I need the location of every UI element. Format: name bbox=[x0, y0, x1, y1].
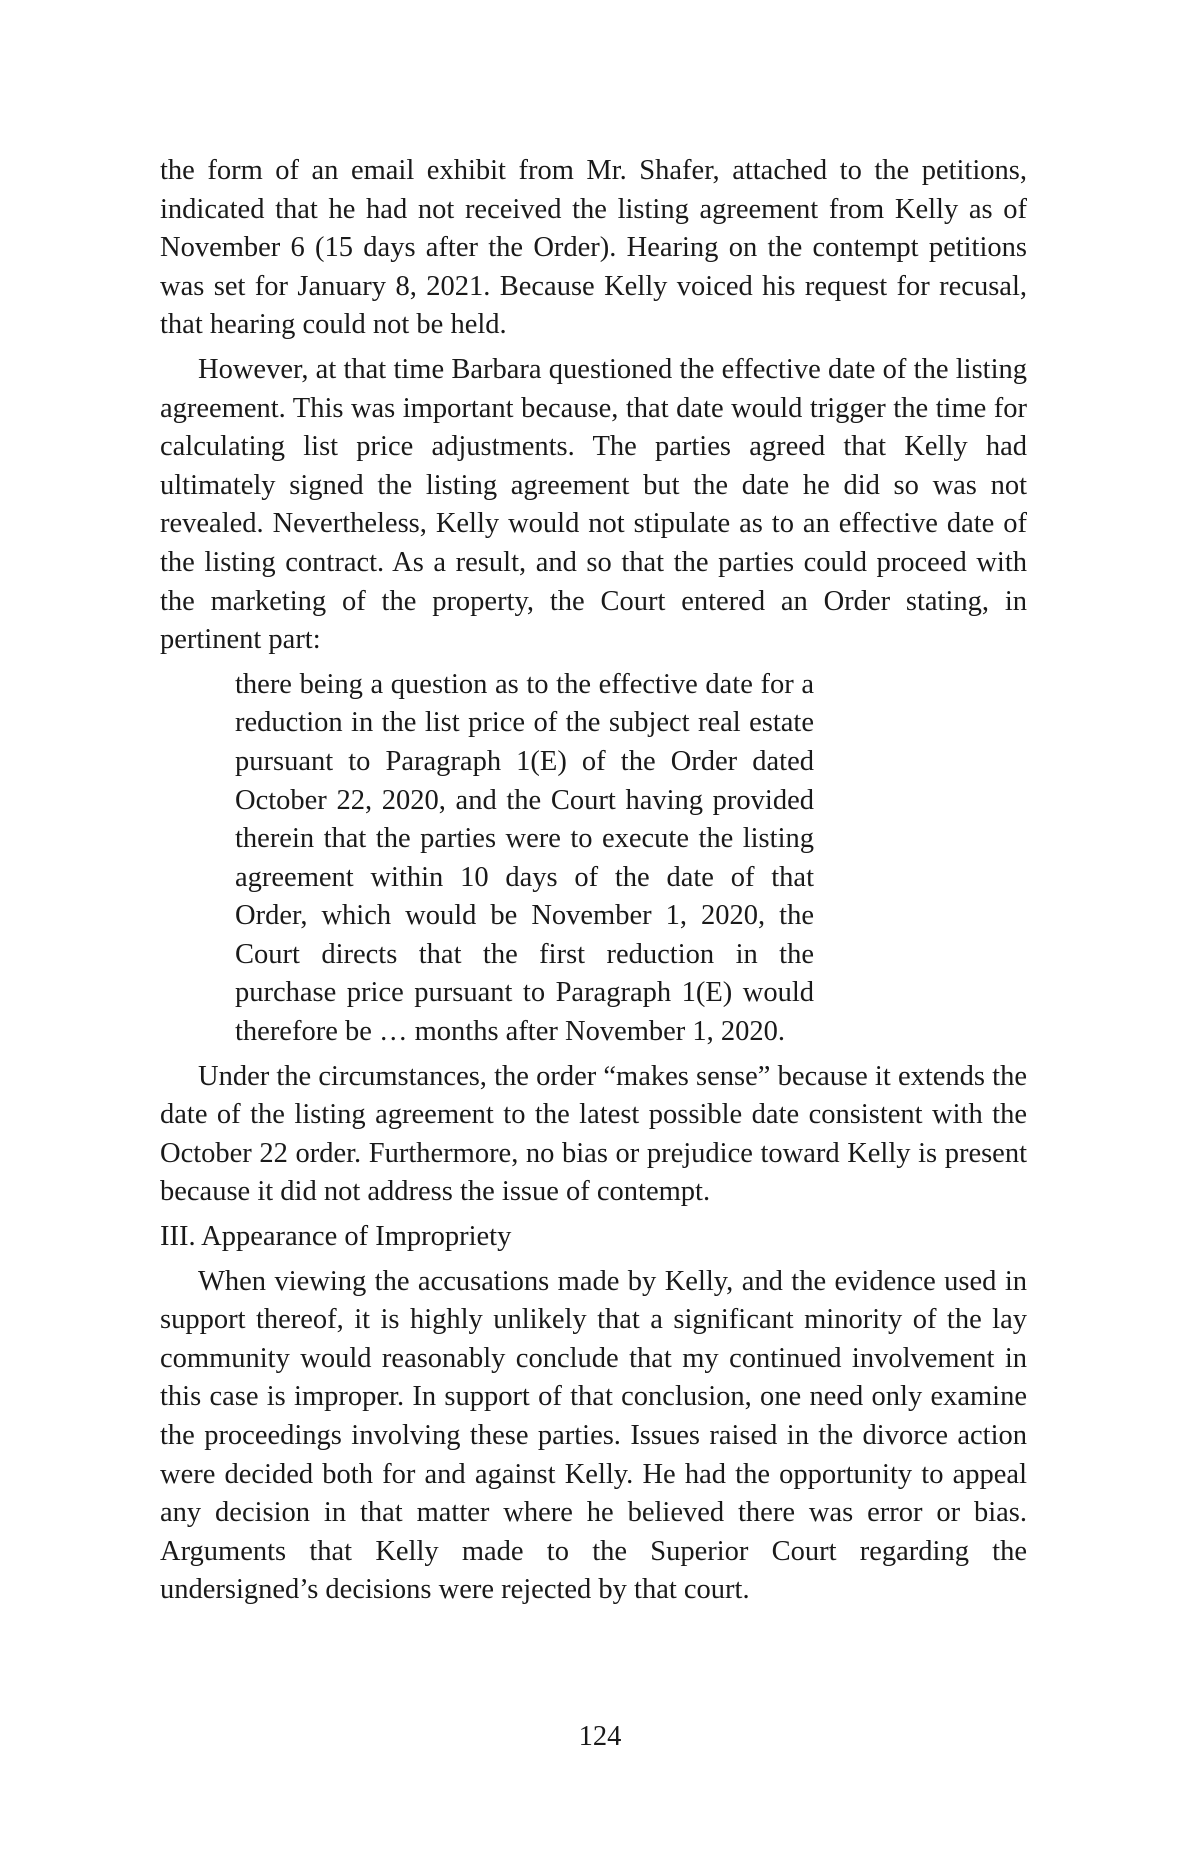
block-quote-order: there being a question as to the effective date for a reduction in the list price of the subject real estate pursuant to Paragraph 1(E) of the Order dated October 22, 2020, and the Court having provided therein that the parties were to execute the listing agreement within 10 days of the date of that Order, which would be November 1, 2020, the Court directs that the first reduction in the purchase price pursuant to Paragraph 1(E) would therefore be … months after November 1, 2020. bbox=[235, 668, 814, 1048]
paragraph-effective-date: However, at that time Barbara questioned the effective date of the listing agreement. This was important because, that date would trigger the time for calculating list price adjustments. The parties agreed that Kelly had ultimately signed the listing agreement but the date he did so was not revealed. Nevertheless, Kelly would not stipulate as to an effective date of the listing contract. As a result, and so that the parties could proceed with the marketing of the property, the Court entered an Order stating, in pertinent part: bbox=[160, 353, 1027, 656]
paragraph-impropriety: When viewing the accusations made by Kelly, and the evidence used in support thereof, it is highly unlikely that a significant minority of the lay community would reasonably conclude that my continued involvement in this case is improper. In support of that conclusion, one need only examine the proceedings involving these parties. Issues raised in the divorce action were decided both for and against Kelly. He had the opportunity to appeal any decision in that matter where he believed there was error or bias. Arguments that Kelly made to the Superior Court regarding the undersigned’s decisions were rejected by that court. bbox=[160, 1265, 1027, 1606]
paragraph-circumstances: Under the circumstances, the order “makes sense” because it extends the date of the listing agreement to the latest possible date consistent with the October 22 order. Furthermore, no bias or prejudice toward Kelly is present because it did not address the issue of contempt. bbox=[160, 1060, 1027, 1208]
section-heading: III. Appearance of Impropriety bbox=[160, 1221, 512, 1253]
paragraph-continuation: the form of an email exhibit from Mr. Shafer, attached to the petitions, indicated that he had not received the listing agreement from Kelly as of November 6 (15 days after the Order). Hearing on the contempt petitions was set for January 8, 2021. Because Kelly voiced his request for recusal, that hearing could not be held. bbox=[160, 155, 1027, 341]
page-number: 124 bbox=[578, 1721, 622, 1752]
document-page bbox=[160, 152, 1027, 1610]
